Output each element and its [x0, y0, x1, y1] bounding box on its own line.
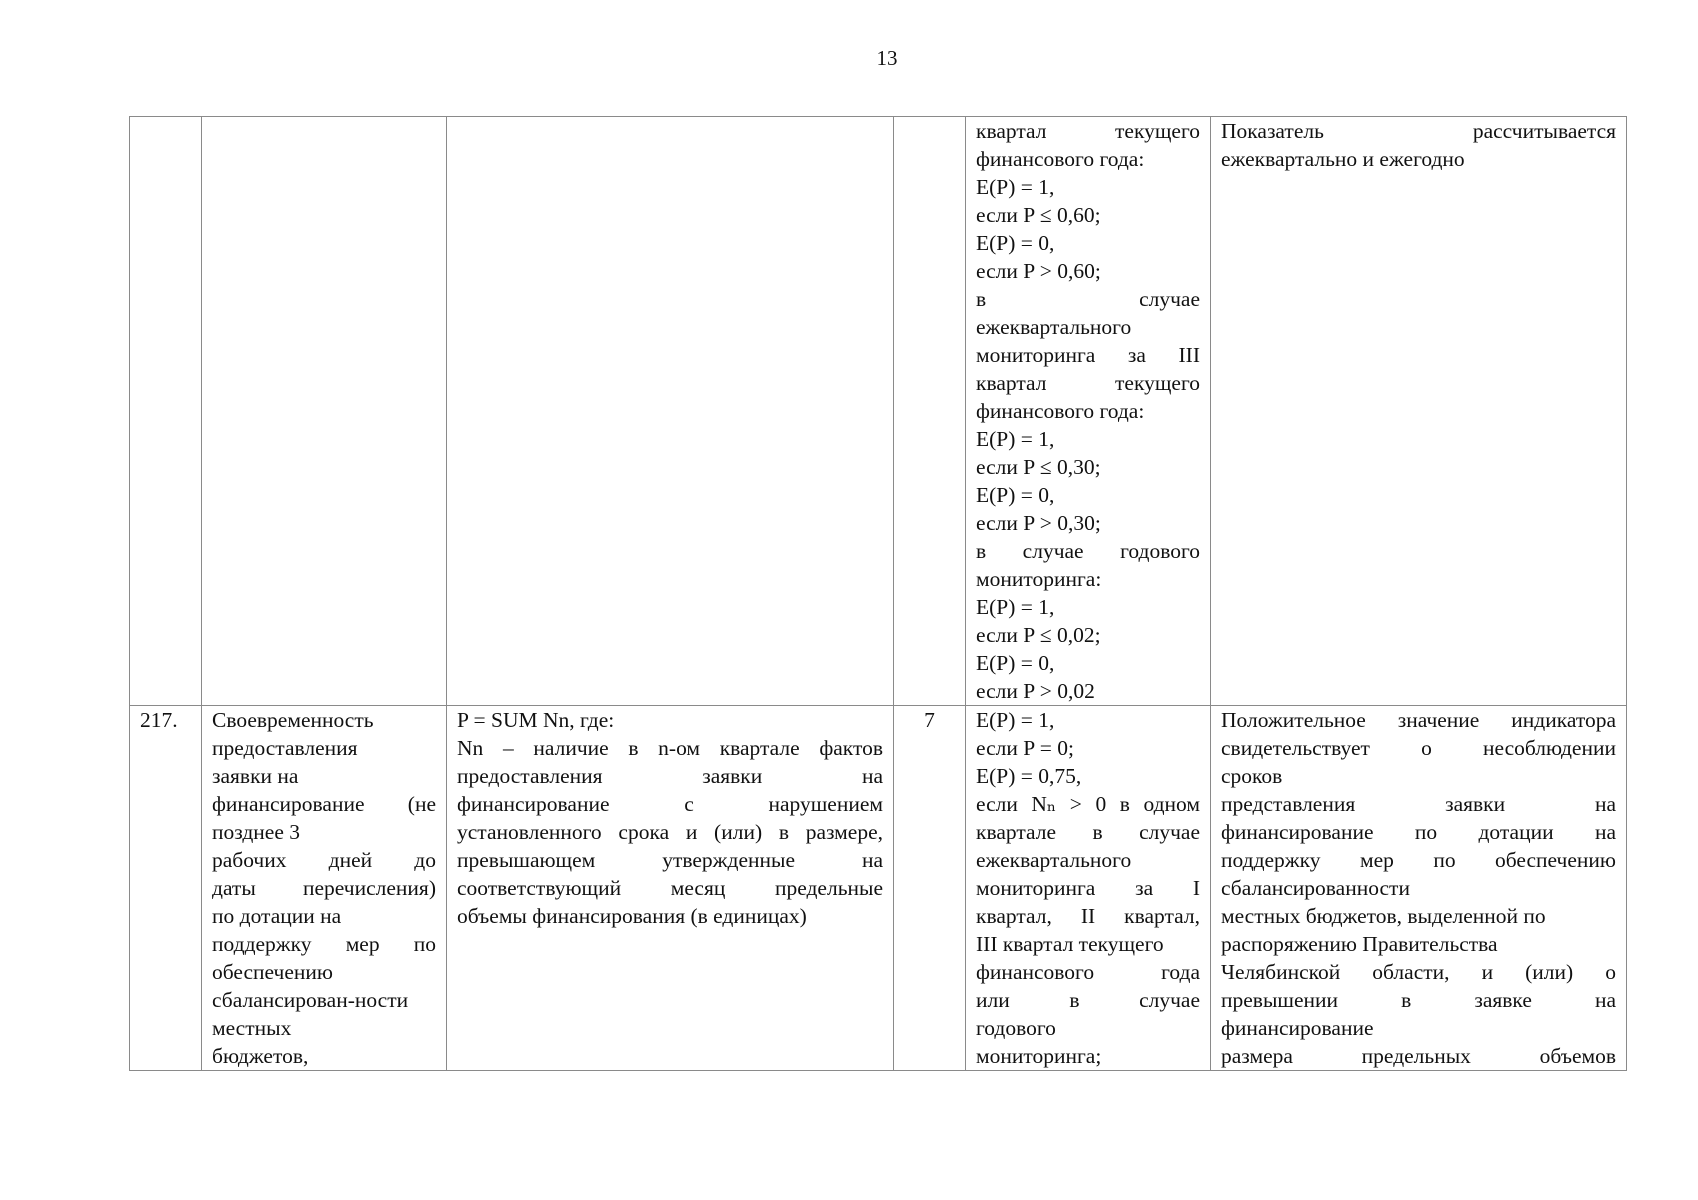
cell-number	[130, 117, 202, 706]
text-line: сбалансированности	[1221, 876, 1410, 900]
text-line: годового	[976, 1016, 1056, 1040]
cell-indicator-name	[202, 706, 447, 1071]
cell-formula	[447, 706, 894, 1071]
text-line: или в случае	[976, 988, 1200, 1012]
text-line: E(P) = 1,	[976, 427, 1055, 451]
text-line: мониторинга за III	[976, 343, 1200, 367]
text-line: объемы финансирования (в единицах)	[457, 904, 807, 928]
text-line: ежеквартального	[976, 315, 1132, 339]
text-line: ежеквартального	[976, 848, 1132, 872]
text-line: в случае годового	[976, 539, 1200, 563]
text-line: соответствующий месяц предельные	[457, 876, 883, 900]
text-line: превышающем утвержденные на	[457, 848, 883, 872]
text-line: если P > 0,02	[976, 679, 1095, 703]
text-line: местных бюджетов, выделенной по	[1221, 904, 1546, 928]
page-number: 13	[876, 46, 898, 70]
table-row-217	[130, 706, 1627, 1071]
text-line: если P > 0,60;	[976, 259, 1101, 283]
text-line: квартал текущего	[976, 119, 1200, 143]
text-line: Челябинской области, и (или) о	[1221, 960, 1616, 984]
text-line: мониторинга;	[976, 1044, 1102, 1068]
text-line: квартал текущего	[976, 371, 1200, 395]
text-line: даты перечисления)	[212, 876, 436, 900]
table-row-continuation	[130, 117, 1627, 706]
cell-number: 217.	[130, 706, 202, 1071]
text-line: обеспечению	[212, 960, 333, 984]
text-line: P = SUM Nn, где:	[457, 708, 615, 732]
text-line: финансирование (не	[212, 792, 436, 816]
text-line: по дотации на	[212, 904, 342, 928]
cell-formula	[447, 117, 894, 706]
text-line: Своевременность	[212, 708, 374, 732]
text-line: распоряжению Правительства	[1221, 932, 1498, 956]
text-line: квартале в случае	[976, 820, 1200, 844]
text-line: свидетельствует о несоблюдении	[1221, 736, 1616, 760]
text-line: предоставления заявки на	[457, 764, 883, 788]
text-line: финансового года:	[976, 147, 1145, 171]
text-line: если P = 0;	[976, 736, 1074, 760]
cell-comment	[1211, 706, 1627, 1071]
text-line: Показатель рассчитывается	[1221, 119, 1616, 143]
text-line: если P > 0,30;	[976, 511, 1101, 535]
text-line: представления заявки на	[1221, 792, 1616, 816]
text-line: если P ≤ 0,60;	[976, 203, 1101, 227]
text-line: ежеквартально и ежегодно	[1221, 147, 1465, 171]
text-line: превышении в заявке на	[1221, 988, 1616, 1012]
text-line: размера предельных объемов	[1221, 1044, 1616, 1068]
text-line: мониторинга за I	[976, 876, 1200, 900]
text-line: если P ≤ 0,02;	[976, 623, 1101, 647]
cell-comment	[1211, 117, 1627, 706]
text-line: E(P) = 1,	[976, 708, 1055, 732]
cell-weight: 7	[894, 706, 966, 1071]
text-line: бюджетов,	[212, 1044, 309, 1068]
text-line: если Nₙ > 0 в одном	[976, 792, 1200, 816]
text-line: поддержку мер по	[212, 932, 436, 956]
text-line: мониторинга:	[976, 567, 1102, 591]
text-line: квартал, II квартал,	[976, 904, 1200, 928]
text-line: местных	[212, 1016, 292, 1040]
text-line: сроков	[1221, 764, 1283, 788]
text-line: сбалансирован-ности	[212, 988, 409, 1012]
text-line: E(P) = 1,	[976, 175, 1055, 199]
cell-weight	[894, 117, 966, 706]
text-line: финансирование с нарушением	[457, 792, 883, 816]
text-line: предоставления	[212, 736, 358, 760]
cell-evaluation	[966, 117, 1211, 706]
text-line: E(P) = 1,	[976, 595, 1055, 619]
text-line: финансирование	[1221, 1016, 1374, 1040]
text-line: финансового года:	[976, 399, 1145, 423]
text-line: в случае	[976, 287, 1200, 311]
text-line: Nn – наличие в n-ом квартале фактов	[457, 736, 883, 760]
text-line: E(P) = 0,75,	[976, 764, 1082, 788]
cell-evaluation	[966, 706, 1211, 1071]
text-line: установленного срока и (или) в размере,	[457, 820, 883, 844]
text-line: финансирование по дотации на	[1221, 820, 1616, 844]
cell-indicator-name	[202, 117, 447, 706]
text-line: III квартал текущего	[976, 932, 1164, 956]
text-line: финансового года	[976, 960, 1200, 984]
text-line: позднее 3	[212, 820, 301, 844]
text-line: Положительное значение индикатора	[1221, 708, 1616, 732]
text-line: E(P) = 0,	[976, 651, 1055, 675]
text-line: E(P) = 0,	[976, 231, 1055, 255]
text-line: поддержку мер по обеспечению	[1221, 848, 1616, 872]
text-line: рабочих дней до	[212, 848, 436, 872]
indicators-table	[129, 116, 1627, 1071]
text-line: если P ≤ 0,30;	[976, 455, 1101, 479]
text-line: E(P) = 0,	[976, 483, 1055, 507]
text-line: заявки на	[212, 764, 299, 788]
